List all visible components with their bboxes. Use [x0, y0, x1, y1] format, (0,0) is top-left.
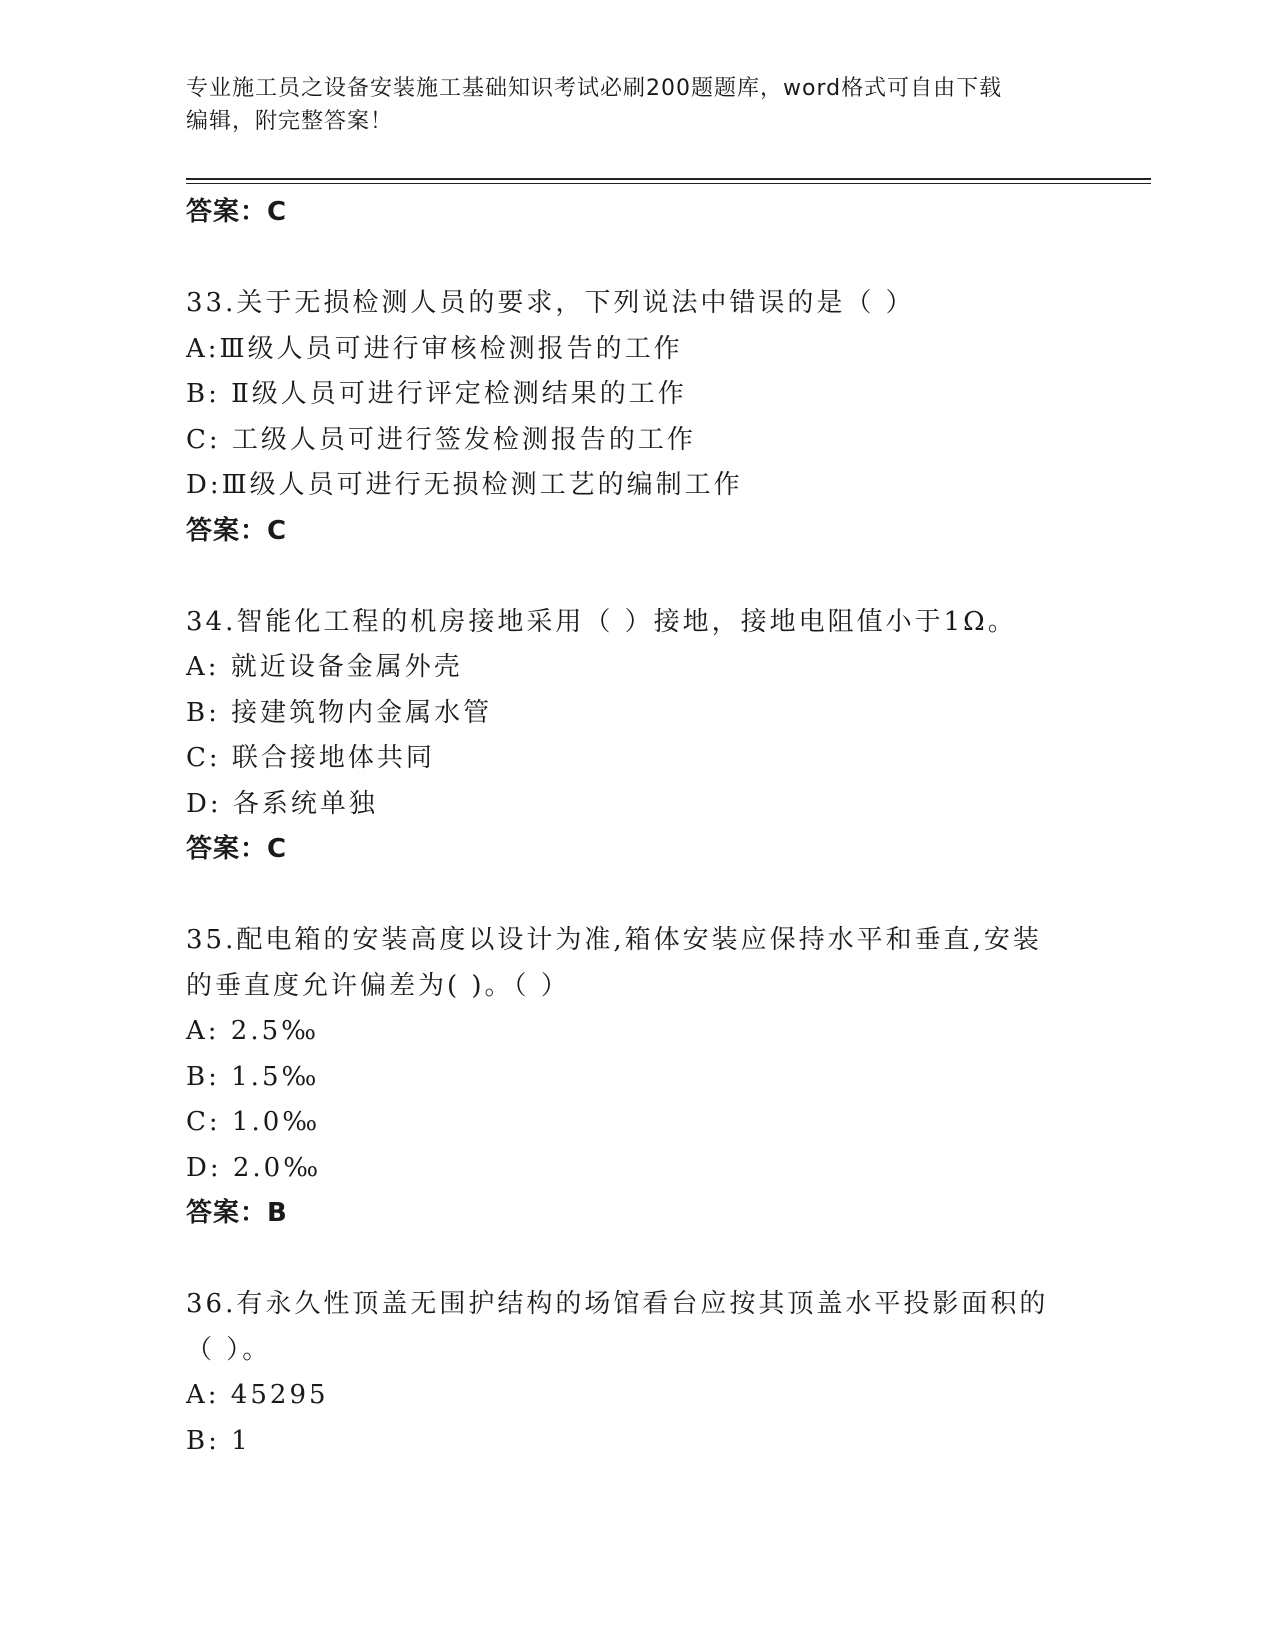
spacer — [186, 554, 1086, 600]
option-a — [186, 1373, 1086, 1419]
option-label: B: — [186, 379, 220, 409]
option-text: Ⅱ级人员可进行评定检测结果的工作 — [219, 379, 687, 409]
option-label: B: — [186, 697, 220, 728]
spacer — [186, 873, 1086, 919]
question-list — [186, 190, 1086, 1464]
option-text: 2.5‰ — [219, 1016, 320, 1046]
option-label: C: — [186, 743, 221, 773]
option-c — [186, 418, 1086, 464]
question-36 — [186, 1282, 1086, 1464]
option-text: 工级人员可进行签发检测报告的工作 — [220, 424, 696, 455]
option-b — [186, 1419, 1086, 1465]
question-stem: 33.关于无损检测人员的要求，下列说法中错误的是（ ） — [186, 288, 915, 318]
option-text: 就近设备金属外壳 — [219, 652, 463, 682]
header-title-line-1: 专业施工员之设备安装施工基础知识考试必刷200题题库，word格式可自由下载 — [186, 76, 1003, 101]
option-text: 2.0‰ — [221, 1152, 322, 1183]
option-d — [186, 782, 1086, 828]
option-label: D: — [186, 788, 222, 819]
option-text: Ⅲ级人员可进行无损检测工艺的编制工作 — [221, 470, 743, 500]
option-label: B: — [186, 1425, 220, 1456]
option-text: 接建筑物内金属水管 — [219, 697, 493, 728]
header-title-line-2: 编辑，附完整答案！ — [186, 109, 394, 134]
spacer — [186, 1237, 1086, 1283]
question-stem: 35.配电箱的安装高度以设计为准,箱体安装应保持水平和垂直,安装的垂直度允许偏差为( )。（ ） — [186, 925, 1042, 1001]
option-label: A: — [186, 333, 220, 364]
answer-value: C — [267, 515, 288, 546]
option-b — [186, 1055, 1086, 1101]
answer-value: C — [267, 834, 288, 864]
option-text: 45295 — [219, 1380, 329, 1410]
option-a — [186, 1009, 1086, 1055]
question-answer — [186, 509, 1086, 555]
option-label: D: — [186, 470, 222, 500]
option-a — [186, 645, 1086, 691]
question-34 — [186, 600, 1086, 873]
option-label: A: — [186, 1380, 220, 1410]
option-text: Ⅲ级人员可进行审核检测报告的工作 — [219, 333, 683, 364]
option-label: C: — [186, 424, 221, 455]
question-33 — [186, 281, 1086, 554]
option-c — [186, 1100, 1086, 1146]
option-a — [186, 327, 1086, 373]
option-b — [186, 691, 1086, 737]
option-label: C: — [186, 1107, 221, 1137]
option-label: A: — [186, 652, 220, 682]
option-label: A: — [186, 1016, 220, 1046]
option-label: B: — [186, 1061, 220, 1092]
header-rule-thick — [186, 178, 1151, 180]
option-text: 1 — [219, 1425, 251, 1456]
document-header — [186, 72, 1066, 138]
option-b — [186, 372, 1086, 418]
option-text: 各系统单独 — [221, 788, 378, 819]
option-c — [186, 736, 1086, 782]
question-answer — [186, 827, 1086, 873]
answer-label: 答案： — [186, 515, 268, 546]
question-answer — [186, 1191, 1086, 1237]
answer-label: 答案： — [186, 834, 268, 864]
option-text: 联合接地体共同 — [220, 743, 435, 773]
question-stem: 36.有永久性顶盖无围护结构的场馆看台应按其顶盖水平投影面积的（ ）。 — [186, 1289, 1049, 1365]
answer-value: B — [267, 1198, 288, 1228]
option-label: D: — [186, 1152, 222, 1183]
answer-label: 答案： — [186, 1198, 268, 1228]
answer-label: 答案： — [186, 197, 268, 227]
option-text: 1.5‰ — [219, 1061, 320, 1092]
previous-question-answer — [186, 190, 1086, 236]
header-rule-thin — [186, 183, 1151, 184]
question-stem: 34.智能化工程的机房接地采用（ ）接地，接地电阻值小于1Ω。 — [186, 606, 1017, 637]
answer-value: C — [267, 197, 288, 227]
option-d — [186, 463, 1086, 509]
spacer — [186, 236, 1086, 282]
question-35 — [186, 918, 1086, 1237]
option-d — [186, 1146, 1086, 1192]
option-text: 1.0‰ — [220, 1107, 321, 1137]
